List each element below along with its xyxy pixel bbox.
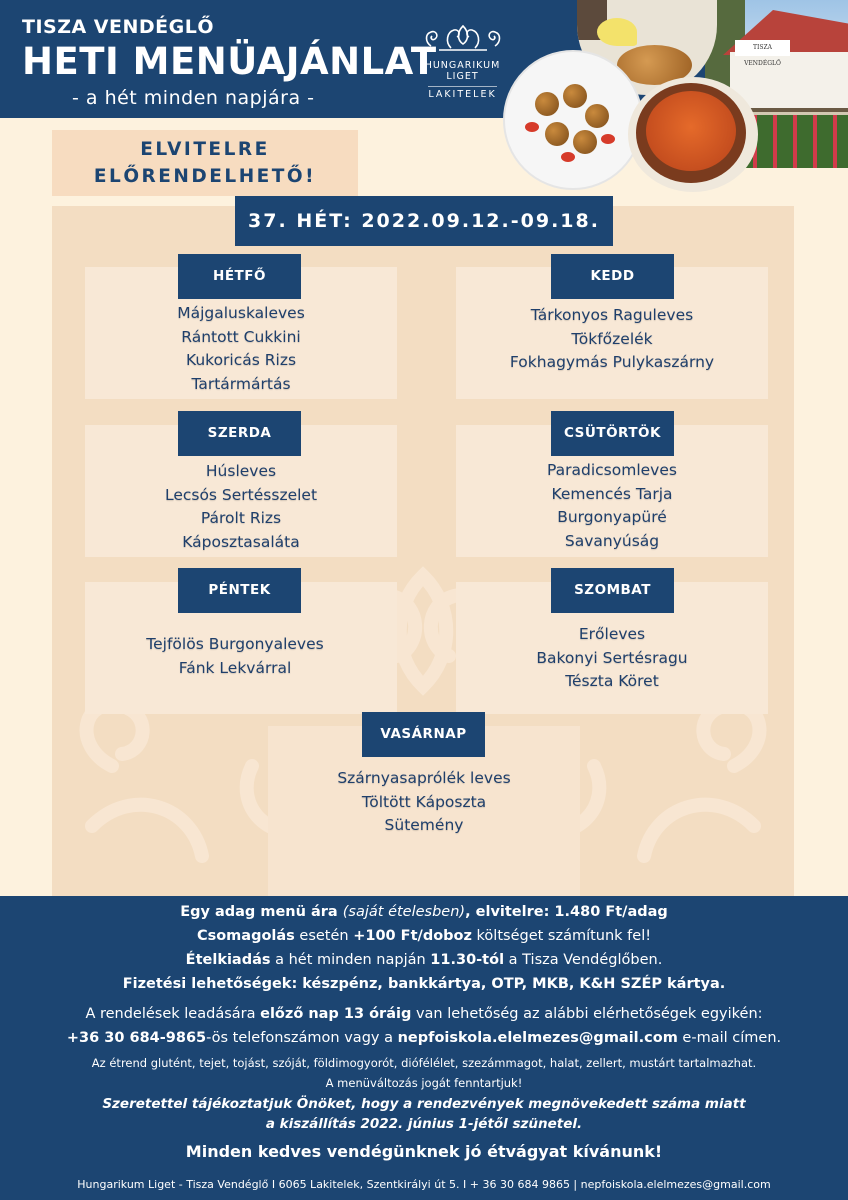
dish-item: Fokhagymás Pulykaszárny	[509, 353, 715, 371]
price-text: Egy adag menü ára	[180, 904, 343, 920]
takeaway-notice	[52, 130, 358, 196]
soup-photo	[628, 77, 758, 192]
pickup-text: a hét minden napján	[270, 952, 431, 968]
price-value: , elvitelre: 1.480 Ft/adag	[465, 904, 668, 920]
contact-line	[0, 1030, 848, 1046]
notice-line1: Szeretettel tájékoztatjuk Önöket, hogy a rendezvények megnövekedett száma miatt	[102, 1096, 746, 1112]
dish-list-sunday	[268, 767, 580, 838]
price-line	[0, 904, 848, 920]
dish-item: Erőleves	[578, 625, 646, 643]
hungarikum-liget-logo	[410, 22, 515, 101]
dish-item: Tészta Köret	[565, 672, 659, 690]
dish-item: Töltött Káposzta	[361, 792, 487, 811]
dish-item: Tárkonyos Raguleves	[530, 306, 694, 324]
pickup-time: 11.30-tól	[430, 952, 505, 968]
order-deadline: előző nap 13 óráig	[260, 1006, 412, 1022]
dish-list-monday	[85, 302, 397, 396]
packaging-text: esetén	[294, 928, 354, 944]
dish-item: Tökfőzelék	[571, 329, 653, 348]
dish-item: Sütemény	[384, 816, 464, 834]
order-text-end: van lehetőség az alábbi elérhetőségek egyikén:	[411, 1006, 763, 1022]
dish-list-friday	[85, 633, 385, 680]
dish-item: Burgonyapüré	[557, 508, 667, 526]
address-line: Hungarikum Liget - Tisza Vendéglő I 6065 Lakitelek, Szentkirályi út 5. I + 36 30 684 9865 | nepfoiskola.elelmezes@gmail.com	[77, 1178, 771, 1191]
takeaway-line1: ELVITELRE	[140, 139, 270, 160]
restaurant-name: TISZA VENDÉGLŐ	[22, 16, 214, 38]
day-header-friday: PÉNTEK	[178, 568, 301, 613]
price-note: (saját ételesben)	[342, 904, 466, 920]
dish-item: Húsleves	[205, 462, 277, 480]
dish-list-thursday	[456, 459, 768, 553]
rights-line: A menüváltozás jogát fenntartjuk!	[325, 1076, 523, 1090]
dish-item: Tejfölös Burgonyaleves	[146, 635, 324, 653]
pickup-label: Ételkiadás	[185, 952, 271, 968]
phone-number[interactable]: +36 30 684-9865	[66, 1030, 207, 1046]
packaging-label: Csomagolás	[196, 928, 295, 944]
dish-item: Kemencés Tarja	[551, 484, 673, 503]
email-address[interactable]: nepfoiskola.elelmezes@gmail.com	[397, 1030, 678, 1046]
meatballs-photo	[503, 50, 643, 190]
allergen-line: Az étrend glutént, tejet, tojást, szóját, földimogyorót, diófélélet, szezámmagot, halat, zellert, mustárt tartalmazhat.	[91, 1056, 757, 1070]
ornament-logo-icon	[421, 22, 505, 56]
order-deadline-line	[0, 1006, 848, 1022]
page-title: HETI MENÜAJÁNLAT	[22, 40, 437, 83]
footer-info	[0, 896, 848, 1200]
pickup-place: a Tisza Vendéglőben.	[504, 952, 663, 968]
logo-text-top: HUNGARIKUM LIGET	[424, 60, 501, 82]
dish-item: Káposztasaláta	[182, 532, 300, 551]
dish-item: Májgaluskaleves	[177, 304, 305, 322]
greeting-line: Minden kedves vendégünknek jó étvágyat kívánunk!	[185, 1142, 663, 1161]
page-subtitle: - a hét minden napjára -	[72, 87, 315, 109]
logo-text-bottom: LAKITELEK	[428, 86, 496, 100]
day-header-thursday: CSÜTÖRTÖK	[551, 411, 674, 456]
contact-text-end: e-mail címen.	[677, 1030, 782, 1046]
dish-item: Fánk Lekvárral	[178, 658, 292, 677]
building-sign: TISZA VENDÉGLŐ	[735, 40, 790, 56]
dish-item: Rántott Cukkini	[181, 327, 301, 346]
dish-list-wednesday	[85, 460, 397, 554]
day-header-sunday: VASÁRNAP	[362, 712, 485, 757]
dish-list-tuesday	[456, 304, 768, 375]
dish-item: Savanyúság	[564, 531, 660, 550]
dish-item: Bakonyi Sertésragu	[536, 648, 688, 667]
day-header-saturday: SZOMBAT	[551, 568, 674, 613]
order-text: A rendelések leadására	[85, 1006, 261, 1022]
takeaway-line2: ELŐRENDELHETŐ!	[93, 166, 317, 187]
dish-item: Lecsós Sertésszelet	[164, 485, 318, 504]
week-label: 37. HÉT: 2022.09.12.-09.18.	[235, 196, 613, 246]
notice-line2: a kiszállítás 2022. június 1-jétől szünetel.	[265, 1116, 583, 1132]
dish-item: Szárnyasaprólék leves	[337, 769, 511, 787]
dish-item: Párolt Rizs	[200, 509, 282, 527]
payment-line: Fizetési lehetőségek: készpénz, bankkártya, OTP, MKB, K&H SZÉP kártya.	[122, 976, 726, 992]
dish-item: Paradicsomleves	[547, 461, 677, 479]
contact-text: -ös telefonszámon vagy a	[206, 1030, 398, 1046]
packaging-line	[0, 928, 848, 944]
dish-list-saturday	[456, 623, 768, 694]
packaging-text-end: költséget számítunk fel!	[471, 928, 652, 944]
dish-item: Kukoricás Rizs	[185, 351, 297, 369]
day-header-wednesday: SZERDA	[178, 411, 301, 456]
day-header-monday: HÉTFŐ	[178, 254, 301, 299]
pickup-line	[0, 952, 848, 968]
day-header-tuesday: KEDD	[551, 254, 674, 299]
dish-item: Tartármártás	[191, 374, 291, 393]
packaging-fee: +100 Ft/doboz	[353, 928, 472, 944]
